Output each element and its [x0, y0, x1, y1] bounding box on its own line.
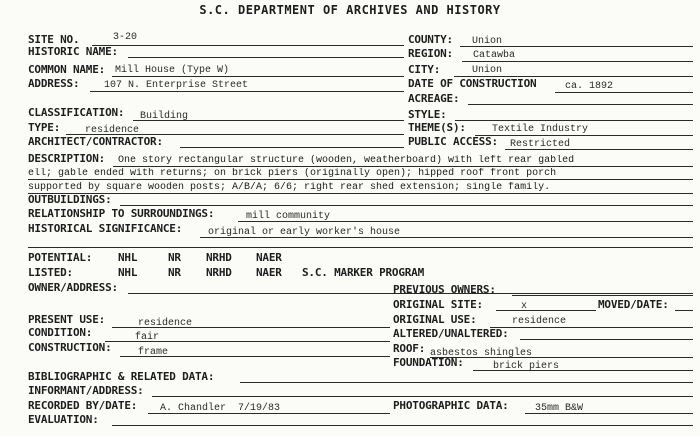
historic-name-label: HISTORIC NAME: [28, 45, 118, 58]
section-divider [28, 247, 693, 248]
outbuildings-line [120, 205, 693, 206]
bibliographic-line [240, 382, 693, 383]
potential-nhl: NHL [118, 251, 138, 264]
historic-name-line [128, 57, 404, 58]
condition-label: CONDITION: [28, 326, 93, 339]
original-site-value: x [521, 301, 528, 312]
foundation-value: brick piers [493, 361, 560, 372]
city-label: CITY: [408, 63, 441, 76]
county-value: Union [472, 36, 503, 47]
outbuildings-label: OUTBUILDINGS: [28, 193, 112, 206]
informant-line [152, 396, 693, 397]
form-title: S.C. DEPARTMENT OF ARCHIVES AND HISTORY [199, 3, 501, 17]
county-line [460, 46, 693, 47]
bibliographic-label: BIBLIOGRAPHIC & RELATED DATA: [28, 370, 215, 383]
type-label: TYPE: [28, 121, 61, 134]
description-line-3: supported by square wooden posts; A/B/A; 6/6; right rear shed extension; single family. [28, 182, 551, 193]
description-line-2: ell; gable ended with returns; on brick piers (originally open); hipped roof front porch [28, 168, 557, 179]
photographic-data-value: 35mm B&W [535, 403, 584, 414]
site-no-line [92, 45, 404, 46]
original-use-label: ORIGINAL USE: [393, 313, 477, 326]
address-line [90, 91, 404, 92]
description-underline-3 [28, 193, 693, 194]
common-name-label: COMMON NAME: [28, 63, 106, 76]
evaluation-label: EVALUATION: [28, 413, 99, 426]
type-value: residence [85, 125, 140, 136]
listed-nr: NR [168, 266, 181, 279]
date-of-construction-value: ca. 1892 [565, 81, 614, 92]
altered-label: ALTERED/UNALTERED: [393, 327, 509, 340]
public-access-value: Restricted [510, 139, 571, 150]
significance-line [200, 237, 693, 238]
roof-line [430, 357, 693, 358]
recorded-by-value: A. Chandler 7/19/83 [160, 403, 281, 414]
region-line [462, 61, 693, 62]
photographic-data-label: PHOTOGRAPHIC DATA: [393, 399, 509, 412]
common-name-line [112, 76, 404, 77]
potential-nrhd: NRHD [206, 251, 232, 264]
region-value: Catawba [473, 50, 516, 61]
foundation-label: FOUNDATION: [393, 356, 464, 369]
previous-owners-label: PREVIOUS OWNERS: [393, 283, 496, 296]
recorded-by-label: RECORDED BY/DATE: [28, 399, 138, 412]
foundation-line [473, 370, 693, 371]
present-use-value: residence [138, 318, 193, 329]
classification-value: Building [140, 111, 189, 122]
significance-value: original or early worker's house [208, 227, 401, 238]
significance-label: HISTORICAL SIGNIFICANCE: [28, 222, 183, 235]
moved-date-line [675, 310, 693, 311]
previous-owners-line [512, 295, 693, 296]
potential-nr: NR [168, 251, 181, 264]
public-access-line [505, 149, 693, 150]
style-line [455, 120, 693, 121]
architect-line [180, 147, 404, 148]
themes-value: Textile Industry [492, 124, 589, 135]
altered-line [520, 339, 693, 340]
roof-label: ROOF: [393, 342, 426, 355]
common-name-value: Mill House (Type W) [115, 65, 230, 76]
informant-label: INFORMANT/ADDRESS: [28, 384, 144, 397]
evaluation-line [112, 425, 693, 426]
potential-label: POTENTIAL: [28, 251, 93, 264]
listed-nrhd: NRHD [206, 266, 232, 279]
public-access-label: PUBLIC ACCESS: [408, 135, 498, 148]
recorded-line [148, 413, 390, 414]
description-underline-2 [28, 179, 693, 180]
city-value: Union [472, 65, 503, 76]
classification-line [133, 120, 404, 121]
description-line-1: One story rectangular structure (wooden, weatherboard) with left rear gabled [118, 155, 575, 166]
moved-date-label: MOVED/DATE: [598, 298, 669, 311]
owner-address-label: OWNER/ADDRESS: [28, 281, 118, 294]
original-use-value: residence [512, 316, 567, 327]
description-underline-1 [113, 166, 693, 167]
description-label: DESCRIPTION: [28, 152, 106, 165]
original-site-line [496, 310, 596, 311]
region-label: REGION: [408, 47, 453, 60]
listed-label: LISTED: [28, 266, 73, 279]
date-line [555, 92, 693, 93]
present-use-line [112, 327, 390, 328]
date-of-construction-label: DATE OF CONSTRUCTION [408, 77, 537, 90]
relationship-line [238, 221, 693, 222]
classification-label: CLASSIFICATION: [28, 106, 125, 119]
roof-value: asbestos shingles [430, 348, 533, 359]
style-label: STYLE: [408, 108, 447, 121]
county-label: COUNTY: [408, 33, 453, 46]
themes-line [475, 135, 693, 136]
listed-naer: NAER [256, 266, 282, 279]
original-site-label: ORIGINAL SITE: [393, 298, 483, 311]
relationship-label: RELATIONSHIP TO SURROUNDINGS: [28, 207, 215, 220]
relationship-value: mill community [246, 211, 331, 222]
construction-line [120, 356, 390, 357]
construction-label: CONSTRUCTION: [28, 341, 112, 354]
potential-naer: NAER [256, 251, 282, 264]
condition-value: fair [135, 332, 160, 343]
construction-value: frame [138, 347, 169, 358]
themes-label: THEME(S): [408, 121, 466, 134]
present-use-label: PRESENT USE: [28, 313, 106, 326]
acreage-label: ACREAGE: [408, 92, 460, 105]
original-use-line [490, 327, 693, 328]
site-no-value: 3-20 [113, 32, 138, 43]
address-label: ADDRESS: [28, 77, 80, 90]
acreage-line [468, 104, 693, 105]
listed-nhl: NHL [118, 266, 138, 279]
condition-line [105, 341, 390, 342]
marker-program-label: S.C. MARKER PROGRAM [302, 266, 425, 279]
address-value: 107 N. Enterprise Street [104, 80, 249, 91]
site-no-label: SITE NO. [28, 33, 80, 46]
photographic-line [525, 413, 693, 414]
architect-label: ARCHITECT/CONTRACTOR: [28, 135, 163, 148]
